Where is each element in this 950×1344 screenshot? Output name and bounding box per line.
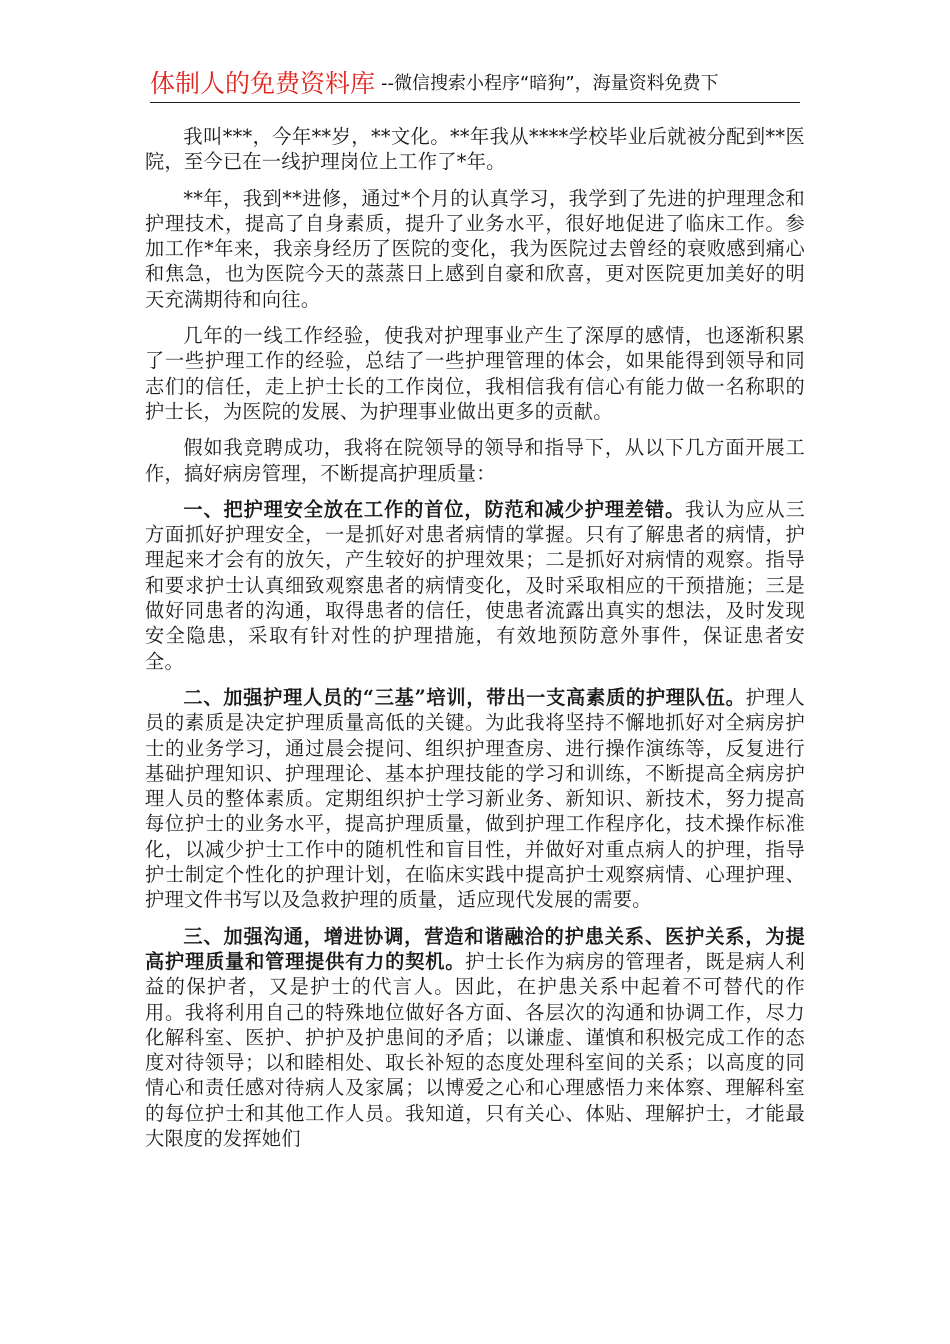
paragraph-point-one [145, 497, 805, 674]
paragraph-point-three [145, 924, 805, 1152]
paragraph-plan-intro [145, 435, 805, 486]
header-brand-title: 体制人的免费资料库 [150, 69, 376, 98]
paragraph-experience [145, 323, 805, 424]
paragraph-training [145, 186, 805, 312]
paragraph-lead: 三、加强沟通，增进协调，营造和谐融洽的护患关系、医护关系，为提高护理质量和管理提供有力的契机。 [145, 924, 805, 973]
paragraph-intro [145, 124, 805, 175]
paragraph-lead: 一、把护理安全放在工作的首位，防范和减少护理差错。 [183, 497, 686, 521]
page-header [150, 66, 800, 103]
paragraph-text: 我认为应从三方面抓好护理安全，一是抓好对患者病情的掌握。只有了解患者的病情，护理起来才会有的放矢，产生较好的护理效果；二是抓好对病情的观察。指导和要求护士认真细致观察患者的病情变化，及时采取相应的干预措施；三是做好同患者的沟通，取得患者的信任，使患者流露出真实的想法，及时发现安全隐患，采取有针对性的护理措施，有效地预防意外事件，保证患者安全。 [145, 497, 805, 673]
paragraph-text: **年，我到**进修，通过*个月的认真学习，我学到了先进的护理理念和护理技术，提高了自身素质，提升了业务水平，很好地促进了临床工作。参加工作*年来，我亲身经历了医院的变化，我为医院过去曾经的衰败感到痛心和焦急，也为医院今天的蒸蒸日上感到自豪和欣喜，更对医院更加美好的明天充满期待和向往。 [145, 186, 805, 311]
header-promo-note: --微信搜索小程序“暗狗”，海量资料免费下 [381, 73, 719, 94]
paragraph-text: 护士长作为病房的管理者，既是病人利益的保护者，又是护士的代言人。因此，在护患关系中起着不可替代的作用。我将利用自己的特殊地位做好各方面、各层次的沟通和协调工作，尽力化解科室、医护、护护及护患间的矛盾；以谦虚、谨慎和积极完成工作的态度对待领导；以和睦相处、取长补短的态度处理科室间的关系；以高度的同情心和责任感对待病人及家属；以博爱之心和心理感悟力来体察、理解科室的每位护士和其他工作人员。我知道，只有关心、体贴、理解护士，才能最大限度的发挥她们 [145, 949, 805, 1150]
paragraph-point-two [145, 685, 805, 913]
paragraph-text: 护理人员的素质是决定护理质量高低的关键。为此我将坚持不懈地抓好对全病房护士的业务学习，通过晨会提问、组织护理查房、进行操作演练等，反复进行基础护理知识、护理理论、基本护理技能的学习和训练，不断提高全病房护理人员的整体素质。定期组织护士学习新业务、新知识、新技术，努力提高每位护士的业务水平，提高护理质量，做到护理工作程序化，技术操作标准化，以减少护士工作中的随机性和盲目性，并做好对重点病人的护理，指导护士制定个性化的护理计划，在临床实践中提高护士观察病情、心理护理、护理文件书写以及急救护理的质量，适应现代发展的需要。 [145, 685, 805, 912]
document-body [145, 124, 805, 1162]
paragraph-text: 我叫***，今年**岁，**文化。**年我从****学校毕业后就被分配到**医院，至今已在一线护理岗位上工作了*年。 [145, 125, 805, 174]
paragraph-text: 假如我竞聘成功，我将在院领导的领导和指导下，从以下几方面开展工作，搞好病房管理，不断提高护理质量： [145, 436, 805, 485]
paragraph-text: 几年的一线工作经验，使我对护理事业产生了深厚的感情，也逐渐积累了一些护理工作的经验，总结了一些护理管理的体会，如果能得到领导和同志们的信任，走上护士长的工作岗位，我相信我有信心有能力做一名称职的护士长，为医院的发展、为护理事业做出更多的贡献。 [145, 324, 805, 423]
paragraph-lead: 二、加强护理人员的“三基”培训，带出一支高素质的护理队伍。 [183, 685, 746, 709]
